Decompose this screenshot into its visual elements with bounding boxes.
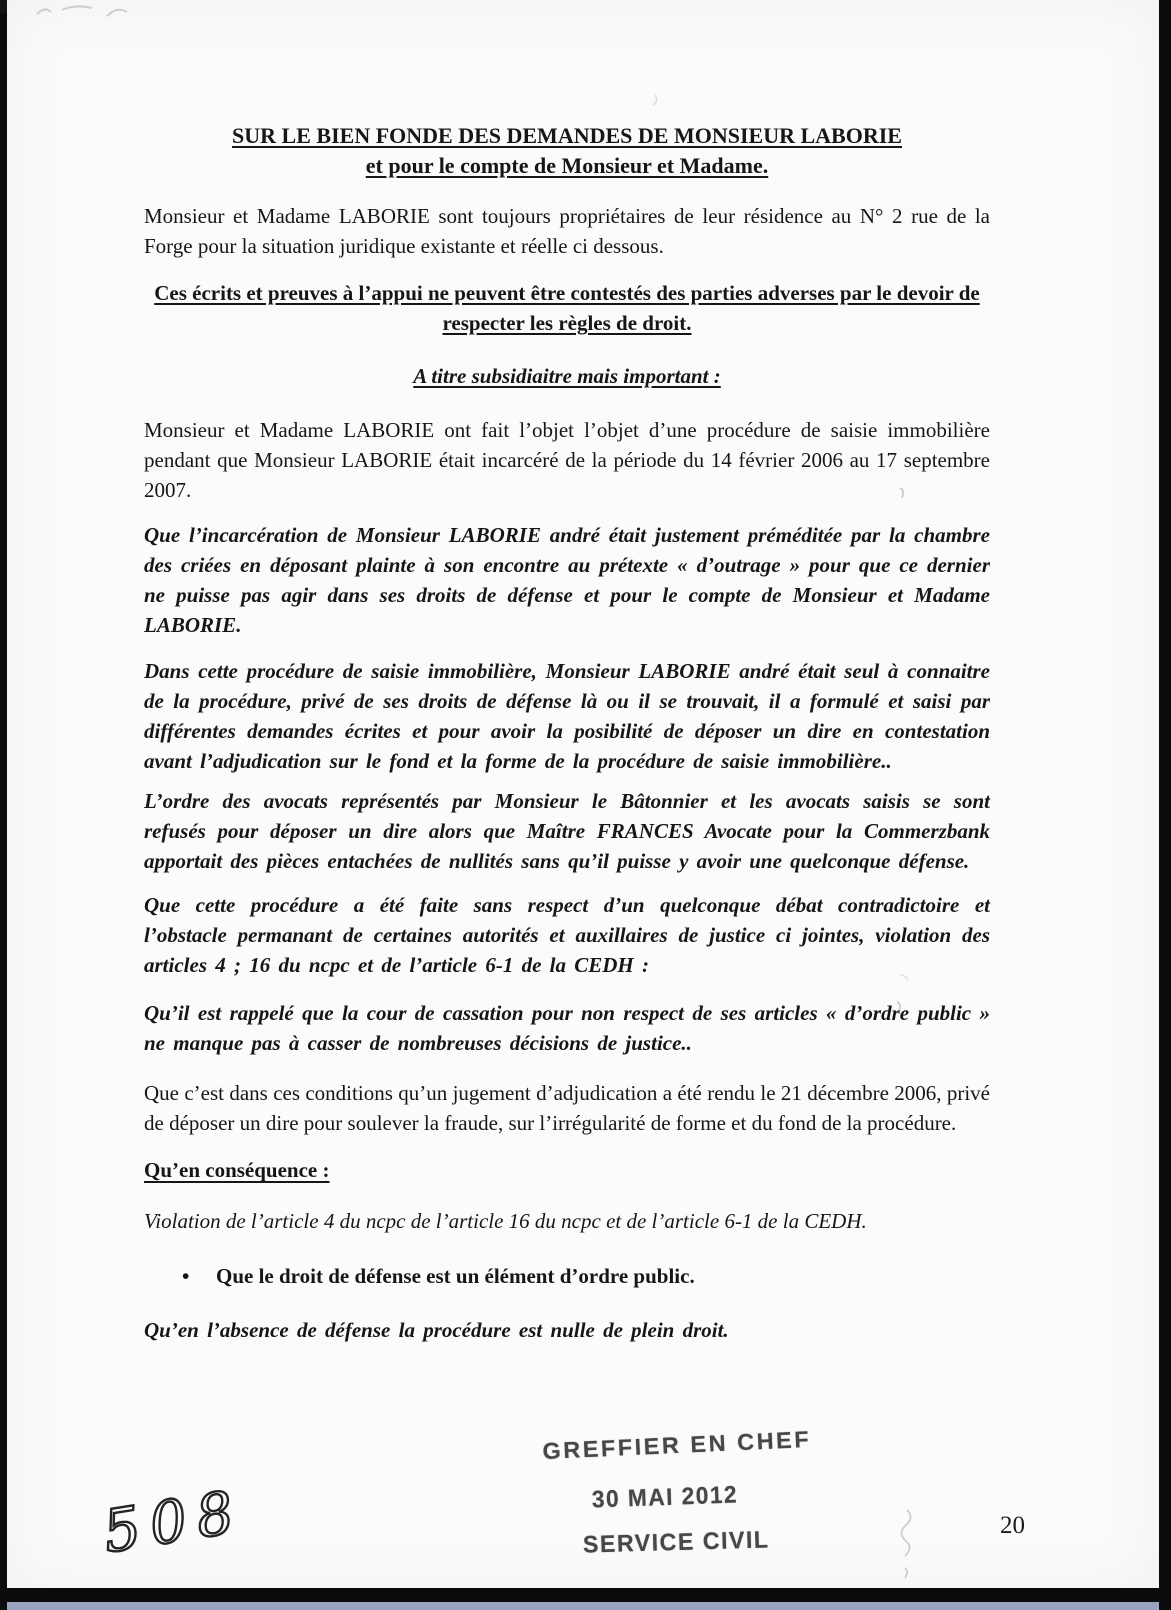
paragraph-debat-contradictoire: Que cette procédure a été faite sans respect d’un quelconque débat contradictoire et l’obstacle permanant de certaines autorités et auxillaires de justice ci jointes, violation des articles 4 ; 16 du ncpc et de l’article 6-1 de la CEDH : bbox=[144, 893, 990, 977]
paragraph-ordre-avocats: L’ordre des avocats représentés par Monsieur le Bâtonnier et les avocats saisis se sont refusés pour déposer un dire alors que Maître FRANCES Avocate pour la Commerzbank apportait des pièces entachées de nullités sans qu’il puisse y avoir une quelconque défense. bbox=[144, 789, 990, 873]
paragraph-incarceration: Que l’incarcération de Monsieur LABORIE andré était justement préméditée par la chambre des criées en déposant plainte à son encontre au prétexte « d’outrage » pour que ce dernier ne puisse pas agir dans ses droits de défense et pour le compte de Monsieur et Madame LABORIE. bbox=[144, 523, 990, 637]
paragraph-procedure-seul: Dans cette procédure de saisie immobilière, Monsieur LABORIE andré était seul à connaitre de la procédure, privé de ses droits de défense là ou il se trouvait, il a formulé et saisi par différentes demandes écrites et pour avoir la posibilité de déposer un dire en contestation avant l’adjudication sur le fond et la forme de la procédure de saisie immobilière.. bbox=[144, 659, 990, 773]
page-title-line2: et pour le compte de Monsieur et Madame. bbox=[365, 153, 769, 178]
bullet-icon: • bbox=[182, 1264, 190, 1288]
scan-artifact-marks bbox=[7, 0, 1157, 1610]
paragraph-cour-cassation: Qu’il est rappelé que la cour de cassation pour non respect de ses articles « d’ordre public » ne manque pas à casser de nombreuses décisions de justice.. bbox=[144, 1001, 990, 1055]
bullet-text: Que le droit de défense est un élément d’ordre public. bbox=[216, 1264, 695, 1288]
scan-border-bottom bbox=[0, 1588, 1171, 1602]
stamp-greffier-en-chef: GREFFIER EN CHEF bbox=[541, 1425, 812, 1465]
stamp-date: 30 MAI 2012 bbox=[591, 1481, 739, 1514]
page-title-line1: SUR LE BIEN FONDE DES DEMANDES DE MONSIEUR LABORIE bbox=[232, 123, 902, 148]
paragraph-nullite: Qu’en l’absence de défense la procédure est nulle de plein droit. bbox=[144, 1318, 729, 1342]
heading-contested-writs: Ces écrits et preuves à l’appui ne peuvent être contestés des parties adverses par le devoir de respecter les règles de droit. bbox=[154, 281, 980, 335]
scan-border-right bbox=[1159, 0, 1171, 1610]
scan-border-left bbox=[0, 14, 7, 1610]
page-number: 20 bbox=[1000, 1512, 1025, 1539]
paragraph-violation-articles: Violation de l’article 4 du ncpc de l’article 16 du ncpc et de l’article 6-1 de la CEDH. bbox=[144, 1209, 867, 1233]
scan-border-bottom-edge bbox=[0, 1602, 1171, 1610]
paragraph-saisie-immobiliere: Monsieur et Madame LABORIE ont fait l’objet l’objet d’une procédure de saisie immobilière pendant que Monsieur LABORIE était incarcéré de la période du 14 février 2006 au 17 septembre 2007. bbox=[144, 418, 990, 502]
heading-consequence: Qu’en conséquence : bbox=[144, 1158, 330, 1182]
svg-text:508: 508 bbox=[98, 1476, 249, 1567]
paragraph-intro: Monsieur et Madame LABORIE sont toujours propriétaires de leur résidence au N° 2 rue de la Forge pour la situation juridique existante et réelle ci dessous. bbox=[144, 204, 990, 258]
paragraph-jugement-adjudication: Que c’est dans ces conditions qu’un jugement d’adjudication a été rendu le 21 décembre 2006, privé de déposer un dire pour soulever la fraude, sur l’irrégularité de forme et du fond de la procédure. bbox=[144, 1081, 990, 1135]
handwritten-number bbox=[85, 1470, 255, 1575]
heading-subsidiary: A titre subsidiaitre mais important : bbox=[413, 364, 721, 388]
stamp-service-civil: SERVICE CIVIL bbox=[582, 1526, 770, 1559]
document-page bbox=[7, 0, 1159, 1591]
